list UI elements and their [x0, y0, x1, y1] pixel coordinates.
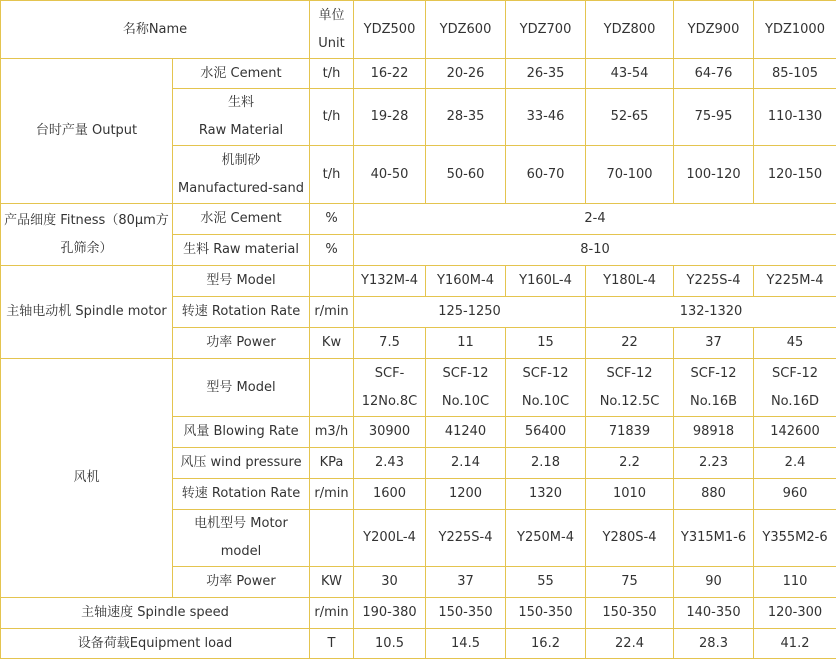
table-cell: 37 [674, 328, 754, 359]
table-cell: 2.4 [754, 448, 836, 479]
table-cell: 55 [506, 567, 586, 598]
unit-cell: T [310, 629, 354, 659]
fan-model-line2: No.10C [521, 393, 570, 409]
row-label: 功率 Power [173, 567, 310, 598]
table-cell: 8-10 [354, 235, 836, 266]
model-header: YDZ900 [674, 1, 754, 59]
row-label: 转速 Rotation Rate [173, 297, 310, 328]
table-cell: 110 [754, 567, 836, 598]
table-cell: 140-350 [674, 598, 754, 629]
table-cell: 190-380 [354, 598, 426, 629]
model-header: YDZ1000 [754, 1, 836, 59]
table-cell: 40-50 [354, 146, 426, 204]
table-cell: 16.2 [506, 629, 586, 659]
row-label: 型号 Model [173, 266, 310, 297]
table-cell [506, 359, 586, 417]
motor-model-label-line1: 电机型号 Motor [194, 516, 288, 531]
header-unit [310, 1, 354, 59]
fan-model-line2: No.16D [770, 393, 820, 409]
table-cell: 37 [426, 567, 506, 598]
table-cell: 110-130 [754, 89, 836, 146]
row-label: 水泥 Cement [173, 204, 310, 235]
spindle-motor-group-label: 主轴电动机 Spindle motor [1, 266, 173, 359]
table-row [1, 359, 836, 417]
table-row [1, 629, 836, 659]
header-name: 名称Name [1, 1, 310, 59]
table-cell: 1200 [426, 479, 506, 510]
table-cell: 22.4 [586, 629, 674, 659]
table-cell: Y132M-4 [354, 266, 426, 297]
table-cell: 15 [506, 328, 586, 359]
unit-cell: r/min [310, 479, 354, 510]
row-label: 转速 Rotation Rate [173, 479, 310, 510]
table-cell: 28.3 [674, 629, 754, 659]
table-cell: 120-300 [754, 598, 836, 629]
output-group-label: 台时产量 Output [1, 59, 173, 204]
sand-label-en: Manufactured-sand [178, 180, 304, 196]
model-header: YDZ600 [426, 1, 506, 59]
table-cell [354, 359, 426, 417]
unit-cell: Kw [310, 328, 354, 359]
table-cell: 90 [674, 567, 754, 598]
header-row [1, 1, 836, 59]
fan-model-line2: No.12.5C [599, 393, 660, 409]
unit-cell: KW [310, 567, 354, 598]
table-cell: Y225S-4 [674, 266, 754, 297]
unit-cell: t/h [310, 89, 354, 146]
row-label: 功率 Power [173, 328, 310, 359]
header-unit-en: Unit [318, 35, 345, 51]
fan-model-line1: SCF-12 [522, 365, 569, 381]
table-cell: 64-76 [674, 59, 754, 89]
fitness-label-line2: 孔筛余） [60, 240, 113, 256]
table-cell: 132-1320 [586, 297, 836, 328]
fan-model-line2: No.10C [441, 393, 490, 409]
table-cell: 1010 [586, 479, 674, 510]
table-row [1, 266, 836, 297]
raw-label-cn: 生料 [228, 95, 255, 110]
fan-model-line1: SCF- [374, 365, 405, 381]
unit-cell: % [310, 235, 354, 266]
table-cell: 41.2 [754, 629, 836, 659]
table-cell: 14.5 [426, 629, 506, 659]
table-cell: 33-46 [506, 89, 586, 146]
table-cell: 30900 [354, 417, 426, 448]
row-label: 主轴速度 Spindle speed [1, 598, 310, 629]
table-cell: 30 [354, 567, 426, 598]
table-cell: Y355M2-6 [754, 510, 836, 567]
table-cell: 98918 [674, 417, 754, 448]
table-cell: 20-26 [426, 59, 506, 89]
table-cell: 10.5 [354, 629, 426, 659]
unit-cell: m3/h [310, 417, 354, 448]
table-cell: 2.23 [674, 448, 754, 479]
table-cell: Y280S-4 [586, 510, 674, 567]
table-cell: 50-60 [426, 146, 506, 204]
unit-cell: t/h [310, 146, 354, 204]
row-label [173, 510, 310, 567]
table-cell: 142600 [754, 417, 836, 448]
table-cell [426, 359, 506, 417]
table-cell: Y225M-4 [754, 266, 836, 297]
table-cell: 150-350 [426, 598, 506, 629]
unit-cell: t/h [310, 59, 354, 89]
table-cell [586, 359, 674, 417]
model-header: YDZ700 [506, 1, 586, 59]
table-cell: 100-120 [674, 146, 754, 204]
table-cell: 52-65 [586, 89, 674, 146]
table-cell: 1320 [506, 479, 586, 510]
unit-cell: KPa [310, 448, 354, 479]
table-cell: Y160M-4 [426, 266, 506, 297]
fan-model-line1: SCF-12 [690, 365, 737, 381]
table-cell: 70-100 [586, 146, 674, 204]
row-label: 型号 Model [173, 359, 310, 417]
model-header: YDZ500 [354, 1, 426, 59]
table-cell: 2.14 [426, 448, 506, 479]
table-row [1, 598, 836, 629]
table-cell: 150-350 [586, 598, 674, 629]
table-cell: 16-22 [354, 59, 426, 89]
row-label: 设备荷载Equipment load [1, 629, 310, 659]
table-cell: 880 [674, 479, 754, 510]
table-cell: Y315M1-6 [674, 510, 754, 567]
table-cell: 41240 [426, 417, 506, 448]
table-cell: 43-54 [586, 59, 674, 89]
fitness-group-label [1, 204, 173, 266]
table-row [1, 59, 836, 89]
table-cell: 56400 [506, 417, 586, 448]
fan-group-label: 风机 [1, 359, 173, 598]
row-label: 水泥 Cement [173, 59, 310, 89]
table-cell: 75-95 [674, 89, 754, 146]
table-cell: 125-1250 [354, 297, 586, 328]
table-cell: 7.5 [354, 328, 426, 359]
table-cell: Y160L-4 [506, 266, 586, 297]
raw-label-en: Raw Material [198, 123, 284, 138]
fan-model-line2: 12No.8C [361, 393, 418, 409]
table-row [1, 204, 836, 235]
table-cell: 75 [586, 567, 674, 598]
row-label [173, 146, 310, 204]
table-cell: 120-150 [754, 146, 836, 204]
fitness-label-line1: 产品细度 Fitness（80μm方 [4, 212, 169, 228]
table-cell: 19-28 [354, 89, 426, 146]
table-cell: Y225S-4 [426, 510, 506, 567]
table-cell [674, 359, 754, 417]
table-cell: Y200L-4 [354, 510, 426, 567]
table-cell: 22 [586, 328, 674, 359]
table-cell: 26-35 [506, 59, 586, 89]
table-cell: 60-70 [506, 146, 586, 204]
table-cell: 71839 [586, 417, 674, 448]
row-label: 风压 wind pressure [173, 448, 310, 479]
header-unit-cn: 单位 [318, 7, 345, 23]
model-header: YDZ800 [586, 1, 674, 59]
table-cell: 45 [754, 328, 836, 359]
fan-model-line1: SCF-12 [771, 365, 819, 381]
table-cell: Y250M-4 [506, 510, 586, 567]
row-label: 生料 Raw material [173, 235, 310, 266]
fan-model-line2: No.16B [689, 393, 738, 409]
table-cell: 960 [754, 479, 836, 510]
table-cell: 11 [426, 328, 506, 359]
table-cell: 2-4 [354, 204, 836, 235]
row-label: 风量 Blowing Rate [173, 417, 310, 448]
row-label [173, 89, 310, 146]
sand-label-cn: 机制砂 [221, 152, 261, 168]
table-cell: 1600 [354, 479, 426, 510]
unit-cell: r/min [310, 297, 354, 328]
unit-cell [310, 359, 354, 417]
unit-cell [310, 510, 354, 567]
fan-model-line1: SCF-12 [442, 365, 489, 381]
table-cell: 28-35 [426, 89, 506, 146]
fan-model-line1: SCF-12 [606, 365, 653, 381]
motor-model-label-line2: model [220, 544, 262, 559]
unit-cell: r/min [310, 598, 354, 629]
table-cell: 2.43 [354, 448, 426, 479]
table-cell: Y180L-4 [586, 266, 674, 297]
table-cell: 2.2 [586, 448, 674, 479]
table-cell [754, 359, 836, 417]
table-cell: 2.18 [506, 448, 586, 479]
unit-cell: % [310, 204, 354, 235]
unit-cell [310, 266, 354, 297]
table-cell: 150-350 [506, 598, 586, 629]
table-cell: 85-105 [754, 59, 836, 89]
